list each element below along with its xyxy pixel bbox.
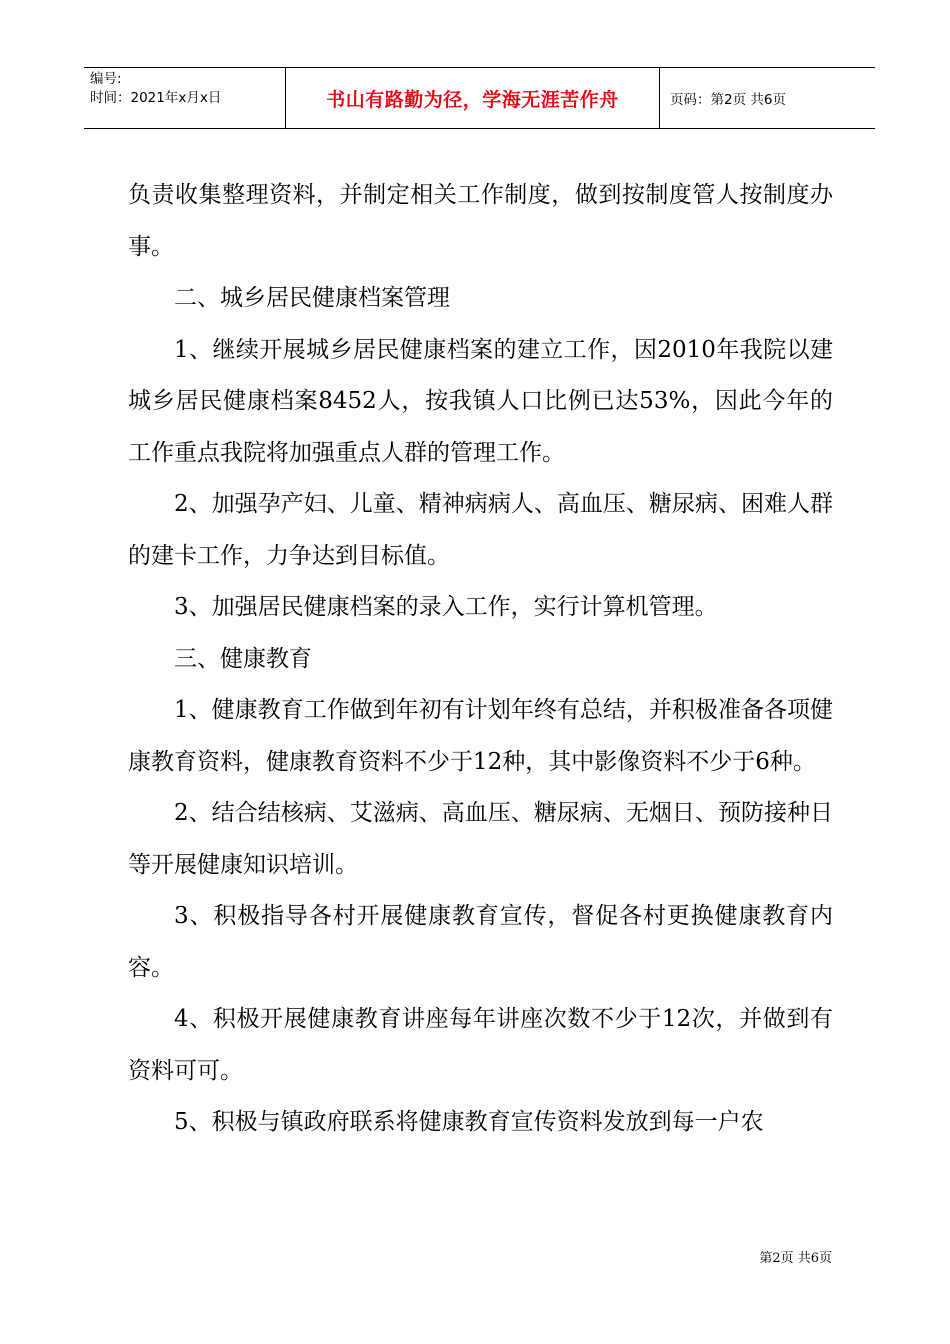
time-label: 时间：2021年x月x日	[90, 90, 222, 106]
page-header	[84, 67, 875, 129]
paragraph: 负责收集整理资料，并制定相关工作制度，做到按制度管人按制度办事。	[128, 182, 833, 260]
page-footer: 第2页 共6页	[759, 1251, 832, 1266]
paragraph: 5、积极与镇政府联系将健康教育宣传资料发放到每一户农	[174, 1109, 764, 1135]
header-page-info: 页码：第2页 共6页	[670, 92, 786, 108]
paragraph: 1、继续开展城乡居民健康档案的建立工作，因2010年我院以建城乡居民健康档案8452人，按我镇人口比例已达53%，因此今年的工作重点我院将加强重点人群的管理工作。	[128, 336, 833, 466]
paragraph: 2、加强孕产妇、儿童、精神病病人、高血压、糖尿病、困难人群的建卡工作，力争达到目标值。	[128, 491, 833, 569]
section-heading: 二、城乡居民健康档案管理	[174, 285, 450, 311]
code-label: 编号:	[90, 71, 122, 87]
paragraph: 3、加强居民健康档案的录入工作，实行计算机管理。	[174, 594, 718, 620]
header-meta	[84, 68, 286, 128]
paragraph: 4、积极开展健康教育讲座每年讲座次数不少于12次，并做到有资料可可。	[128, 1006, 833, 1084]
header-motto: 书山有路勤为径，学海无涯苦作舟	[286, 68, 660, 128]
paragraph: 3、积极指导各村开展健康教育宣传，督促各村更换健康教育内容。	[128, 903, 833, 981]
document-body	[128, 170, 833, 1149]
paragraph: 2、结合结核病、艾滋病、高血压、糖尿病、无烟日、预防接种日等开展健康知识培训。	[128, 800, 833, 878]
section-heading: 三、健康教育	[174, 645, 312, 672]
paragraph: 1、健康教育工作做到年初有计划年终有总结，并积极准备各项健康教育资料，健康教育资料不少于12种，其中影像资料不少于6种。	[128, 697, 833, 775]
